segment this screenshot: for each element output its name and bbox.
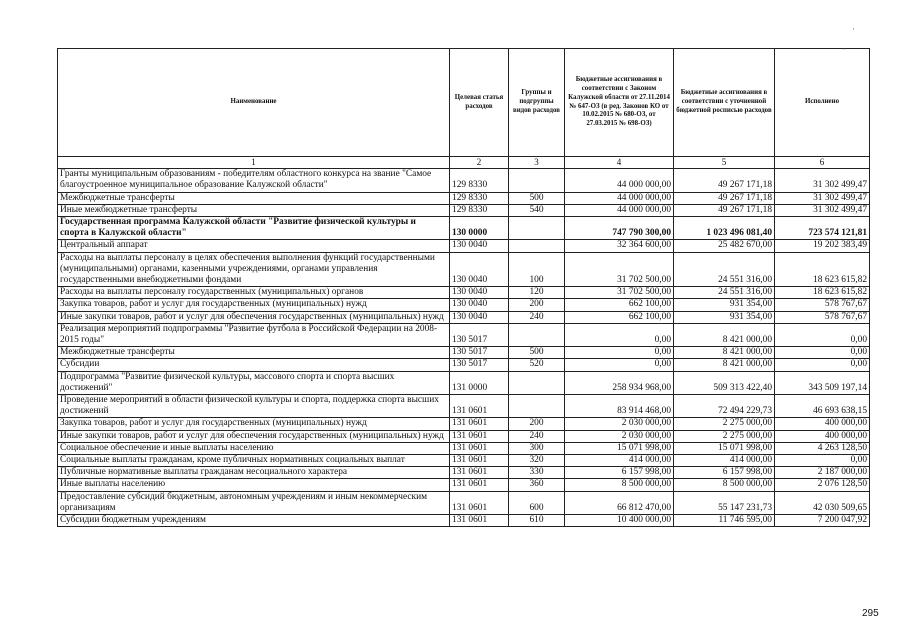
cell-name: Субсидии бюджетным учреждениям <box>58 515 450 527</box>
cell-law-amount: 44 000 000,00 <box>565 169 674 192</box>
cell-target: 131 0000 <box>450 371 509 394</box>
budget-table <box>57 48 870 527</box>
cell-refined-amount: 11 746 595,00 <box>674 515 775 527</box>
header-group: Группы и подгруппы видов расходов <box>509 49 565 157</box>
cell-group: 240 <box>509 430 565 442</box>
cell-target: 130 5017 <box>450 323 509 346</box>
cell-target: 131 0601 <box>450 430 509 442</box>
cell-target: 130 5017 <box>450 347 509 359</box>
page-number: 295 <box>862 608 879 619</box>
scan-mark: · <box>842 44 845 54</box>
cell-executed-amount: 0,00 <box>775 347 870 359</box>
cell-executed-amount: 400 000,00 <box>775 430 870 442</box>
cell-group: 500 <box>509 347 565 359</box>
cell-group <box>509 371 565 394</box>
cell-law-amount: 66 812 470,00 <box>565 491 674 514</box>
cell-group <box>509 323 565 346</box>
cell-refined-amount: 24 551 316,00 <box>674 252 775 287</box>
cell-refined-amount: 8 500 000,00 <box>674 479 775 491</box>
cell-group: 520 <box>509 359 565 371</box>
cell-name: Предоставление субсидий бюджетным, автономным учреждениям и иным некоммерческим организациям <box>58 491 450 514</box>
table-row <box>58 430 870 442</box>
table-row <box>58 217 870 240</box>
cell-law-amount: 2 030 000,00 <box>565 430 674 442</box>
cell-law-amount: 662 100,00 <box>565 299 674 311</box>
cell-target: 131 0601 <box>450 491 509 514</box>
cell-name: Реализация мероприятий подпрограммы "Развитие футбола в Российской Федерации на 2008-2015 годы" <box>58 323 450 346</box>
cell-executed-amount: 723 574 121,81 <box>775 217 870 240</box>
cell-law-amount: 0,00 <box>565 359 674 371</box>
cell-name: Иные выплаты населению <box>58 479 450 491</box>
cell-target: 130 0040 <box>450 252 509 287</box>
cell-name: Публичные нормативные выплаты гражданам несоциального характера <box>58 467 450 479</box>
cell-name: Социальное обеспечение и иные выплаты населению <box>58 442 450 454</box>
cell-refined-amount: 931 354,00 <box>674 299 775 311</box>
cell-refined-amount: 72 494 229,73 <box>674 395 775 418</box>
cell-target: 131 0601 <box>450 515 509 527</box>
cell-group <box>509 217 565 240</box>
cell-group: 320 <box>509 455 565 467</box>
scan-mark: · <box>852 24 855 34</box>
cell-law-amount: 44 000 000,00 <box>565 204 674 216</box>
cell-executed-amount: 18 623 615,82 <box>775 287 870 299</box>
column-number: 3 <box>509 157 565 169</box>
header-target: Целевая статья расходов <box>450 49 509 157</box>
cell-name: Иные межбюджетные трансферты <box>58 204 450 216</box>
cell-law-amount: 747 790 300,00 <box>565 217 674 240</box>
cell-law-amount: 32 364 600,00 <box>565 240 674 252</box>
cell-name: Межбюджетные трансферты <box>58 347 450 359</box>
cell-name: Межбюджетные трансферты <box>58 192 450 204</box>
cell-group: 240 <box>509 311 565 323</box>
cell-name: Центральный аппарат <box>58 240 450 252</box>
table-row <box>58 359 870 371</box>
cell-executed-amount: 42 030 509,65 <box>775 491 870 514</box>
cell-group: 100 <box>509 252 565 287</box>
column-number: 1 <box>58 157 450 169</box>
cell-executed-amount: 18 623 615,82 <box>775 252 870 287</box>
cell-refined-amount: 1 023 496 081,40 <box>674 217 775 240</box>
cell-executed-amount: 4 263 128,50 <box>775 442 870 454</box>
cell-executed-amount: 7 200 047,92 <box>775 515 870 527</box>
cell-name: Закупка товаров, работ и услуг для государственных (муниципальных) нужд <box>58 299 450 311</box>
cell-executed-amount: 31 302 499,47 <box>775 192 870 204</box>
table-row <box>58 204 870 216</box>
cell-group: 540 <box>509 204 565 216</box>
table-header-row <box>58 49 870 157</box>
cell-target: 129 8330 <box>450 192 509 204</box>
cell-refined-amount: 25 482 670,00 <box>674 240 775 252</box>
cell-group: 200 <box>509 299 565 311</box>
table-row <box>58 515 870 527</box>
table-row <box>58 323 870 346</box>
cell-refined-amount: 6 157 998,00 <box>674 467 775 479</box>
table-row <box>58 347 870 359</box>
cell-law-amount: 0,00 <box>565 323 674 346</box>
cell-group: 300 <box>509 442 565 454</box>
cell-group: 610 <box>509 515 565 527</box>
cell-refined-amount: 24 551 316,00 <box>674 287 775 299</box>
cell-executed-amount: 2 076 128,50 <box>775 479 870 491</box>
cell-target: 130 0040 <box>450 311 509 323</box>
cell-refined-amount: 8 421 000,00 <box>674 359 775 371</box>
cell-refined-amount: 2 275 000,00 <box>674 430 775 442</box>
cell-name: Иные закупки товаров, работ и услуг для обеспечения государственных (муниципальных) нужд <box>58 430 450 442</box>
cell-name: Государственная программа Калужской области "Развитие физической культуры и спорта в Калужской области" <box>58 217 450 240</box>
cell-executed-amount: 0,00 <box>775 455 870 467</box>
cell-law-amount: 2 030 000,00 <box>565 418 674 430</box>
header-executed: Исполнено <box>775 49 870 157</box>
cell-target: 131 0601 <box>450 455 509 467</box>
cell-law-amount: 31 702 500,00 <box>565 287 674 299</box>
cell-group: 330 <box>509 467 565 479</box>
cell-refined-amount: 931 354,00 <box>674 311 775 323</box>
cell-law-amount: 44 000 000,00 <box>565 192 674 204</box>
cell-law-amount: 6 157 998,00 <box>565 467 674 479</box>
cell-target: 129 8330 <box>450 204 509 216</box>
header-name: Наименование <box>58 49 450 157</box>
column-number: 4 <box>565 157 674 169</box>
cell-target: 130 0040 <box>450 240 509 252</box>
cell-law-amount: 31 702 500,00 <box>565 252 674 287</box>
cell-law-amount: 8 500 000,00 <box>565 479 674 491</box>
header-law: Бюджетные ассигнования в соответствии с Законом Калужской области от 27.11.2014 № 647-ОЗ (в ред. Законов КО от 10.02.2015 № 680-ОЗ, от 27.03.2015 № 698-ОЗ) <box>565 49 674 157</box>
cell-target: 131 0601 <box>450 479 509 491</box>
cell-executed-amount: 19 202 383,49 <box>775 240 870 252</box>
cell-refined-amount: 8 421 000,00 <box>674 323 775 346</box>
cell-executed-amount: 2 187 000,00 <box>775 467 870 479</box>
cell-target: 131 0601 <box>450 442 509 454</box>
table-row <box>58 287 870 299</box>
cell-target: 130 0040 <box>450 287 509 299</box>
cell-name: Гранты муниципальным образованиям - победителям областного конкурса на звание "Самое благоустроенное муниципальное образование Калужской области" <box>58 169 450 192</box>
cell-group: 360 <box>509 479 565 491</box>
table-row <box>58 192 870 204</box>
cell-executed-amount: 400 000,00 <box>775 418 870 430</box>
table-row <box>58 169 870 192</box>
cell-refined-amount: 414 000,00 <box>674 455 775 467</box>
cell-executed-amount: 0,00 <box>775 323 870 346</box>
table-row <box>58 455 870 467</box>
cell-executed-amount: 578 767,67 <box>775 299 870 311</box>
cell-group: 600 <box>509 491 565 514</box>
cell-law-amount: 0,00 <box>565 347 674 359</box>
table-row <box>58 311 870 323</box>
header-refined: Бюджетные ассигнования в соответствии с уточненной бюджетной росписью расходов <box>674 49 775 157</box>
cell-refined-amount: 15 071 998,00 <box>674 442 775 454</box>
cell-target: 129 8330 <box>450 169 509 192</box>
cell-executed-amount: 31 302 499,47 <box>775 169 870 192</box>
cell-executed-amount: 31 302 499,47 <box>775 204 870 216</box>
cell-refined-amount: 55 147 231,73 <box>674 491 775 514</box>
column-number-row <box>58 157 870 169</box>
table-row <box>58 491 870 514</box>
cell-name: Закупка товаров, работ и услуг для государственных (муниципальных) нужд <box>58 418 450 430</box>
cell-group <box>509 240 565 252</box>
cell-name: Социальные выплаты гражданам, кроме публичных нормативных социальных выплат <box>58 455 450 467</box>
cell-group <box>509 395 565 418</box>
cell-name: Субсидии <box>58 359 450 371</box>
table-row <box>58 371 870 394</box>
cell-target: 131 0601 <box>450 395 509 418</box>
table-row <box>58 299 870 311</box>
cell-group: 200 <box>509 418 565 430</box>
column-number: 2 <box>450 157 509 169</box>
table-row <box>58 252 870 287</box>
cell-refined-amount: 49 267 171,18 <box>674 204 775 216</box>
cell-law-amount: 414 000,00 <box>565 455 674 467</box>
cell-executed-amount: 0,00 <box>775 359 870 371</box>
table-row <box>58 240 870 252</box>
cell-target: 130 0040 <box>450 299 509 311</box>
cell-target: 131 0601 <box>450 418 509 430</box>
cell-name: Расходы на выплаты персоналу государственных (муниципальных) органов <box>58 287 450 299</box>
table-body <box>58 169 870 527</box>
column-number: 5 <box>674 157 775 169</box>
cell-refined-amount: 49 267 171,18 <box>674 169 775 192</box>
table-row <box>58 442 870 454</box>
cell-refined-amount: 8 421 000,00 <box>674 347 775 359</box>
cell-executed-amount: 578 767,67 <box>775 311 870 323</box>
cell-group <box>509 169 565 192</box>
cell-name: Расходы на выплаты персоналу в целях обеспечения выполнения функций государственными (муниципальными) органами, казенными учреждениями, органами управления государственными внебюджетными фондами <box>58 252 450 287</box>
cell-law-amount: 83 914 468,00 <box>565 395 674 418</box>
cell-refined-amount: 509 313 422,40 <box>674 371 775 394</box>
cell-group: 500 <box>509 192 565 204</box>
table-row <box>58 479 870 491</box>
cell-law-amount: 10 400 000,00 <box>565 515 674 527</box>
cell-law-amount: 258 934 968,00 <box>565 371 674 394</box>
cell-refined-amount: 2 275 000,00 <box>674 418 775 430</box>
cell-target: 130 0000 <box>450 217 509 240</box>
cell-executed-amount: 343 509 197,14 <box>775 371 870 394</box>
cell-group: 120 <box>509 287 565 299</box>
column-number: 6 <box>775 157 870 169</box>
cell-executed-amount: 46 693 638,15 <box>775 395 870 418</box>
cell-name: Проведение мероприятий в области физической культуры и спорта, поддержка спорта высших достижений <box>58 395 450 418</box>
cell-target: 131 0601 <box>450 467 509 479</box>
cell-target: 130 5017 <box>450 359 509 371</box>
cell-law-amount: 15 071 998,00 <box>565 442 674 454</box>
table-row <box>58 418 870 430</box>
cell-name: Иные закупки товаров, работ и услуг для обеспечения государственных (муниципальных) нужд <box>58 311 450 323</box>
table-row <box>58 467 870 479</box>
cell-law-amount: 662 100,00 <box>565 311 674 323</box>
table-row <box>58 395 870 418</box>
cell-refined-amount: 49 267 171,18 <box>674 192 775 204</box>
cell-name: Подпрограмма "Развитие физической культуры, массового спорта и спорта высших достижений" <box>58 371 450 394</box>
